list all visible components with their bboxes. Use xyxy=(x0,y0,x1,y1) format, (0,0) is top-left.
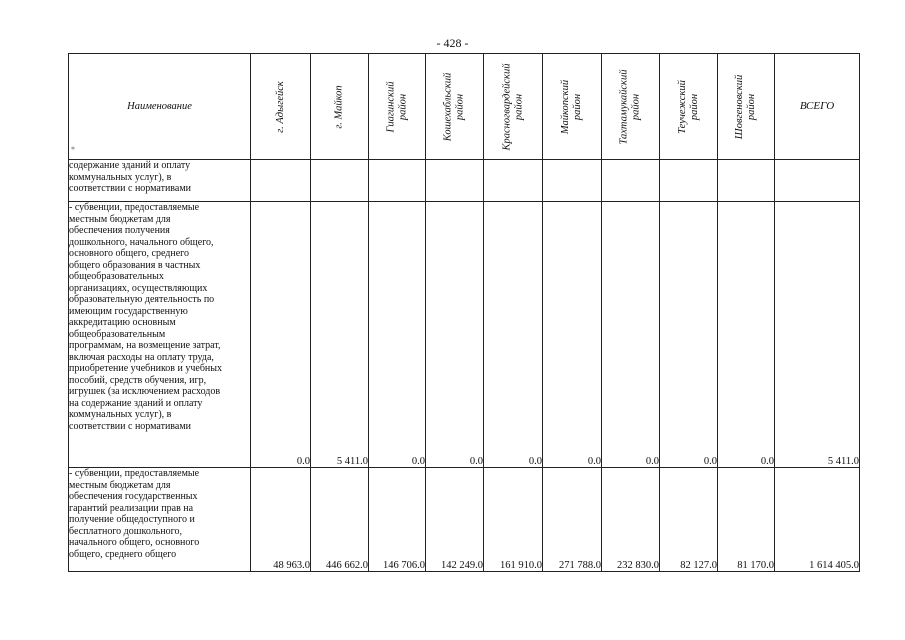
row-value xyxy=(251,160,311,202)
row-value: 446 662.0 xyxy=(311,468,369,572)
row-value xyxy=(426,160,484,202)
row-value xyxy=(543,160,602,202)
row-value: 0.0 xyxy=(602,202,660,468)
row-total xyxy=(775,160,860,202)
row-value: 0.0 xyxy=(543,202,602,468)
row-value: 142 249.0 xyxy=(426,468,484,572)
corner-mark: * xyxy=(71,144,75,154)
row-value: 81 170.0 xyxy=(718,468,775,572)
row-value: 161 910.0 xyxy=(484,468,543,572)
column-header-teuchezhsky: Теучежский район xyxy=(660,54,718,160)
page-number: - 428 - xyxy=(436,36,469,50)
row-total: 5 411.0 xyxy=(775,202,860,468)
row-value xyxy=(311,160,369,202)
table-row xyxy=(69,202,860,468)
row-value: 0.0 xyxy=(369,202,426,468)
row-value: 5 411.0 xyxy=(311,202,369,468)
column-header-maykop-city: г. Майкоп xyxy=(311,54,369,160)
row-value xyxy=(718,160,775,202)
column-header-adygeysk: г. Адыгейск xyxy=(251,54,311,160)
column-header-takhtamukaysky: Тахтамукайский район xyxy=(602,54,660,160)
row-value xyxy=(484,160,543,202)
column-header-krasnogvardeysky: Красногвардейский район xyxy=(484,54,543,160)
row-value: 0.0 xyxy=(660,202,718,468)
column-header-maykopsky: Майкопский район xyxy=(543,54,602,160)
row-value: 146 706.0 xyxy=(369,468,426,572)
column-header-giaginsky: Гиагинский район xyxy=(369,54,426,160)
row-value xyxy=(369,160,426,202)
total-column-header: ВСЕГО xyxy=(775,54,860,160)
table-row xyxy=(69,160,860,202)
row-value xyxy=(602,160,660,202)
row-value: 271 788.0 xyxy=(543,468,602,572)
name-column-header xyxy=(69,54,251,160)
row-name: - субвенции, предоставляемые местным бюджетам для обеспечения государственных гарантий реализации прав на получение общедоступного и бесплатного дошкольного, начального общего, основного общего, среднего общего xyxy=(69,468,251,572)
row-value: 0.0 xyxy=(484,202,543,468)
header-row xyxy=(69,54,860,160)
row-value xyxy=(660,160,718,202)
budget-table xyxy=(68,53,860,572)
row-name: - субвенции, предоставляемые местным бюджетам для обеспечения получения дошкольного, начального общего, основного общего, среднего общего образования в частных общеобразовательных организациях, осуществляющих образовательную деятельность по имеющим государственную аккредитацию основным общеобразовательным программам, на возмещение затрат, включая расходы на оплату труда, приобретение учебников и учебных пособий, средств обучения, игр, игрушек (за исключением расходов на содержание зданий и оплату коммунальных услуг), в соответствии с нормативами xyxy=(69,202,251,468)
row-value: 48 963.0 xyxy=(251,468,311,572)
row-value: 0.0 xyxy=(426,202,484,468)
row-value: 232 830.0 xyxy=(602,468,660,572)
column-header-shovgenovsky: Шовгеновский район xyxy=(718,54,775,160)
row-name: содержание зданий и оплату коммунальных услуг), в соответствии с нормативами xyxy=(69,160,251,202)
table-row xyxy=(69,468,860,572)
row-value: 0.0 xyxy=(718,202,775,468)
row-total: 1 614 405.0 xyxy=(775,468,860,572)
column-header-koshekhablsky: Кошехабльский район xyxy=(426,54,484,160)
row-value: 0.0 xyxy=(251,202,311,468)
row-value: 82 127.0 xyxy=(660,468,718,572)
name-header-label: Наименование xyxy=(127,100,192,112)
